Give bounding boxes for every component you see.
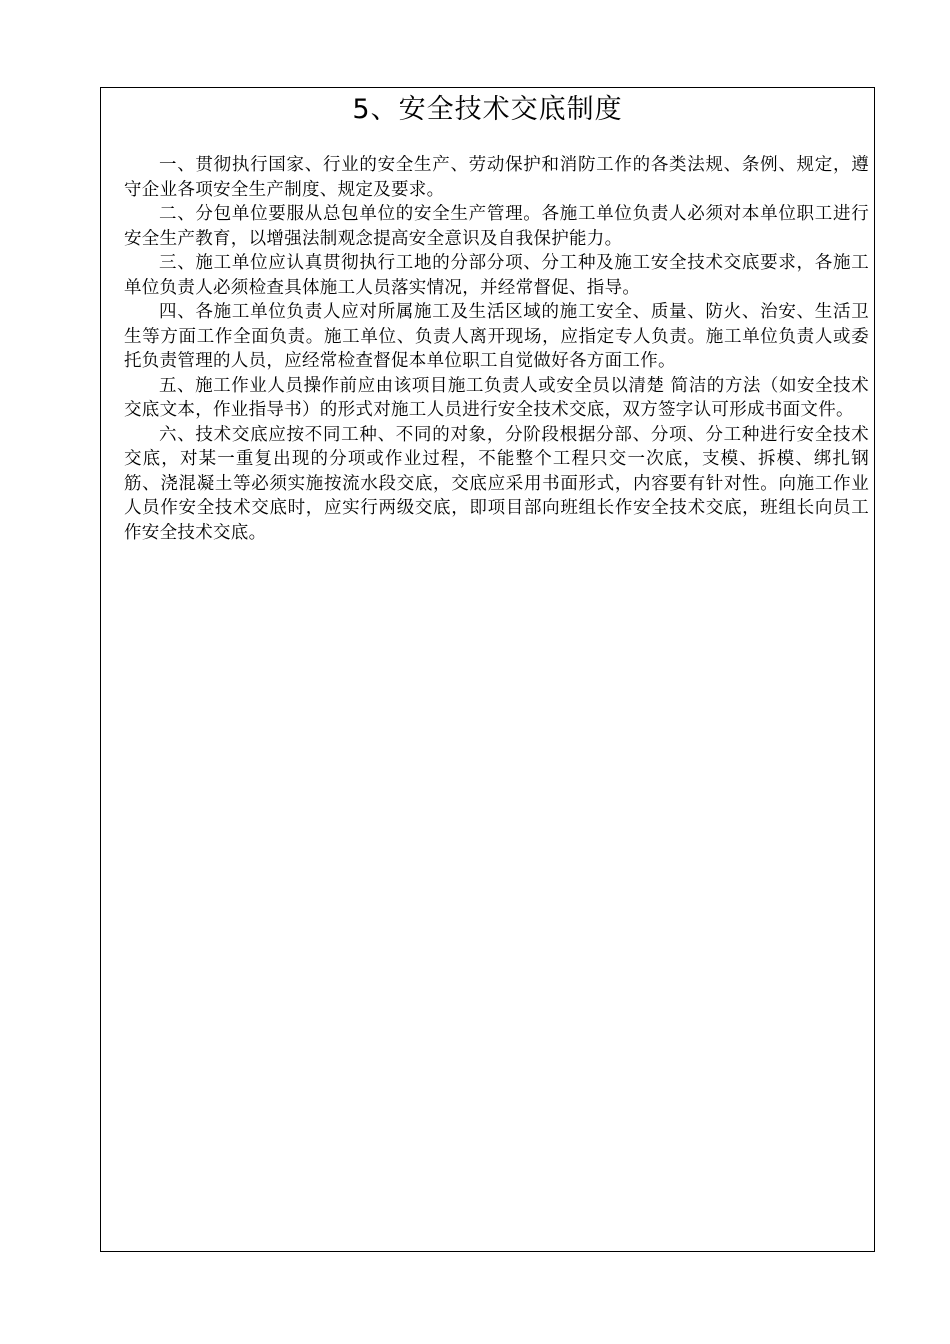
paragraph-1: 一、贯彻执行国家、行业的安全生产、劳动保护和消防工作的各类法规、条例、规定，遵守企业各项安全生产制度、规定及要求。 <box>124 155 869 200</box>
paragraph-6: 六、技术交底应按不同工种、不同的对象，分阶段根据分部、分项、分工种进行安全技术交底，对某一重复出现的分项或作业过程，不能整个工程只交一次底，支模、拆模、绑扎钢筋、浇混凝土等必须实施按流水段交底，交底应采用书面形式，内容要有针对性。向施工作业人员作安全技术交底时，应实行两级交底，即项目部向班组长作安全技术交底，班组长向员工作安全技术交底。 <box>124 424 869 543</box>
paragraph-3: 三、施工单位应认真贯彻执行工地的分部分项、分工种及施工安全技术交底要求，各施工单位负责人必须检查具体施工人员落实情况，并经常督促、指导。 <box>124 253 869 298</box>
paragraph-5: 五、施工作业人员操作前应由该项目施工负责人或安全员以清楚 简洁的方法（如安全技术交底文本，作业指导书）的形式对施工人员进行安全技术交底，双方签字认可形成书面文件。 <box>124 375 869 420</box>
document-title: 5、安全技术交底制度 <box>352 94 623 125</box>
document-frame <box>100 87 875 1252</box>
document-body <box>124 153 869 545</box>
paragraph-2: 二、分包单位要服从总包单位的安全生产管理。各施工单位负责人必须对本单位职工进行安全生产教育，以增强法制观念提高安全意识及自我保护能力。 <box>124 204 869 249</box>
paragraph-4: 四、各施工单位负责人应对所属施工及生活区域的施工安全、质量、防火、治安、生活卫生等方面工作全面负责。施工单位、负责人离开现场，应指定专人负责。施工单位负责人或委托负责管理的人员，应经常检查督促本单位职工自觉做好各方面工作。 <box>124 302 869 371</box>
